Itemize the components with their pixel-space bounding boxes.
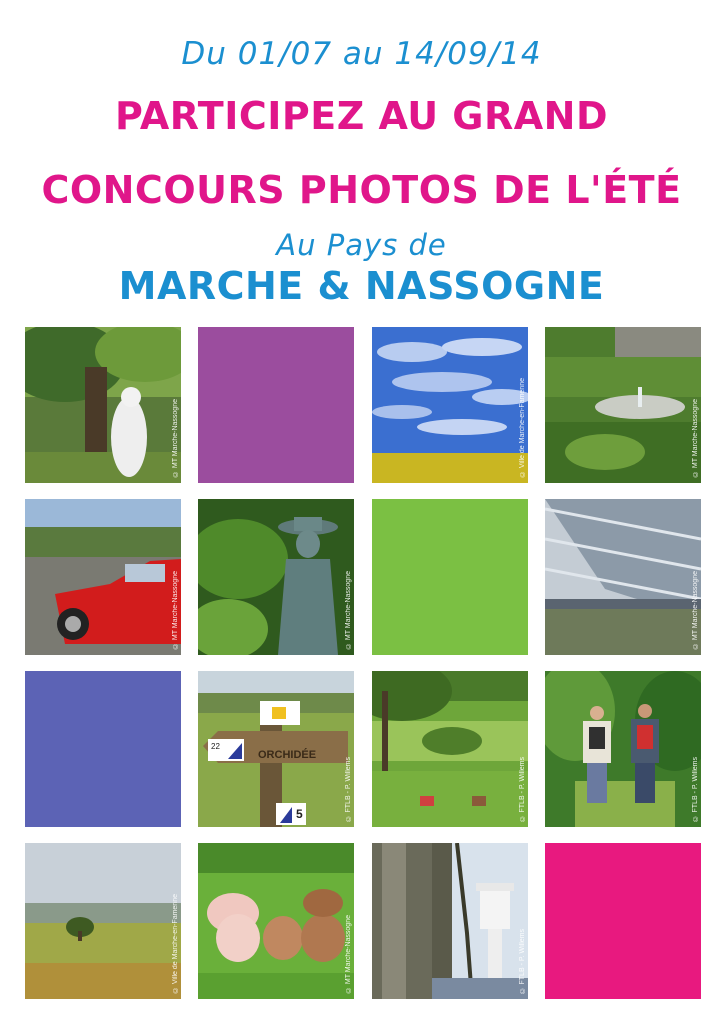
photo-credit: © Ville de Marche-en-Famenne [172, 893, 179, 993]
photo-credit: © MT Marche-Nassogne [692, 398, 699, 477]
photo-tile-landscape [25, 843, 181, 999]
meadow-photo-image [372, 671, 528, 827]
place-name: MARCHE & NASSOGNE [118, 264, 605, 308]
bronze-statue-photo-image [198, 499, 354, 655]
photo-credit: © MT Marche-Nassogne [345, 570, 352, 649]
photo-tile-building [545, 499, 701, 655]
photo-credit: © FTLB - P. Willems [519, 928, 526, 993]
photo-credit: © FTLB - P. Willems [692, 756, 699, 821]
photo-credit: © MT Marche-Nassogne [345, 914, 352, 993]
hikers-photo-image [545, 671, 701, 827]
garden-photo-image [545, 327, 701, 483]
photo-tile-signpost [198, 671, 354, 827]
photo-credit: © FTLB - P. Willems [519, 756, 526, 821]
photo-credit: © FTLB - P. Willems [345, 756, 352, 821]
title-line-2: CONCOURS PHOTOS DE L'ÉTÉ [41, 168, 682, 212]
photo-credit: © MT Marche-Nassogne [172, 570, 179, 649]
building-photo-image [545, 499, 701, 655]
car-photo-image [25, 499, 181, 655]
photo-tile-garden [545, 327, 701, 483]
signpost-label: ORCHIDÉE [258, 749, 317, 761]
color-tile-purple [198, 327, 354, 483]
photo-tile-hikers [545, 671, 701, 827]
color-tile-green [372, 499, 528, 655]
photo-tile-meadow [372, 671, 528, 827]
signpost-number-5: 5 [296, 807, 303, 821]
landscape-photo-image [25, 843, 181, 999]
color-tile-pink [545, 843, 701, 999]
subtitle: Au Pays de [276, 228, 447, 262]
photo-credit: © MT Marche-Nassogne [692, 570, 699, 649]
photo-tile-statue [25, 327, 181, 483]
photo-tile-car [25, 499, 181, 655]
pigs-photo-image [198, 843, 354, 999]
water-tower-photo-image [372, 843, 528, 999]
sky-photo-image [372, 327, 528, 483]
date-range: Du 01/07 au 14/09/14 [181, 36, 542, 72]
photo-tile-pigs [198, 843, 354, 999]
color-tile-violet [25, 671, 181, 827]
statue-photo-image [25, 327, 181, 483]
signpost-number-22: 22 [211, 742, 220, 751]
photo-tile-bronze-statue [198, 499, 354, 655]
photo-credit: © MT Marche-Nassogne [172, 398, 179, 477]
photo-tile-sky [372, 327, 528, 483]
photo-tile-water-tower [372, 843, 528, 999]
title-line-1: PARTICIPEZ AU GRAND [114, 94, 609, 138]
photo-credit: © Ville de Marche-en-Famenne [519, 377, 526, 477]
